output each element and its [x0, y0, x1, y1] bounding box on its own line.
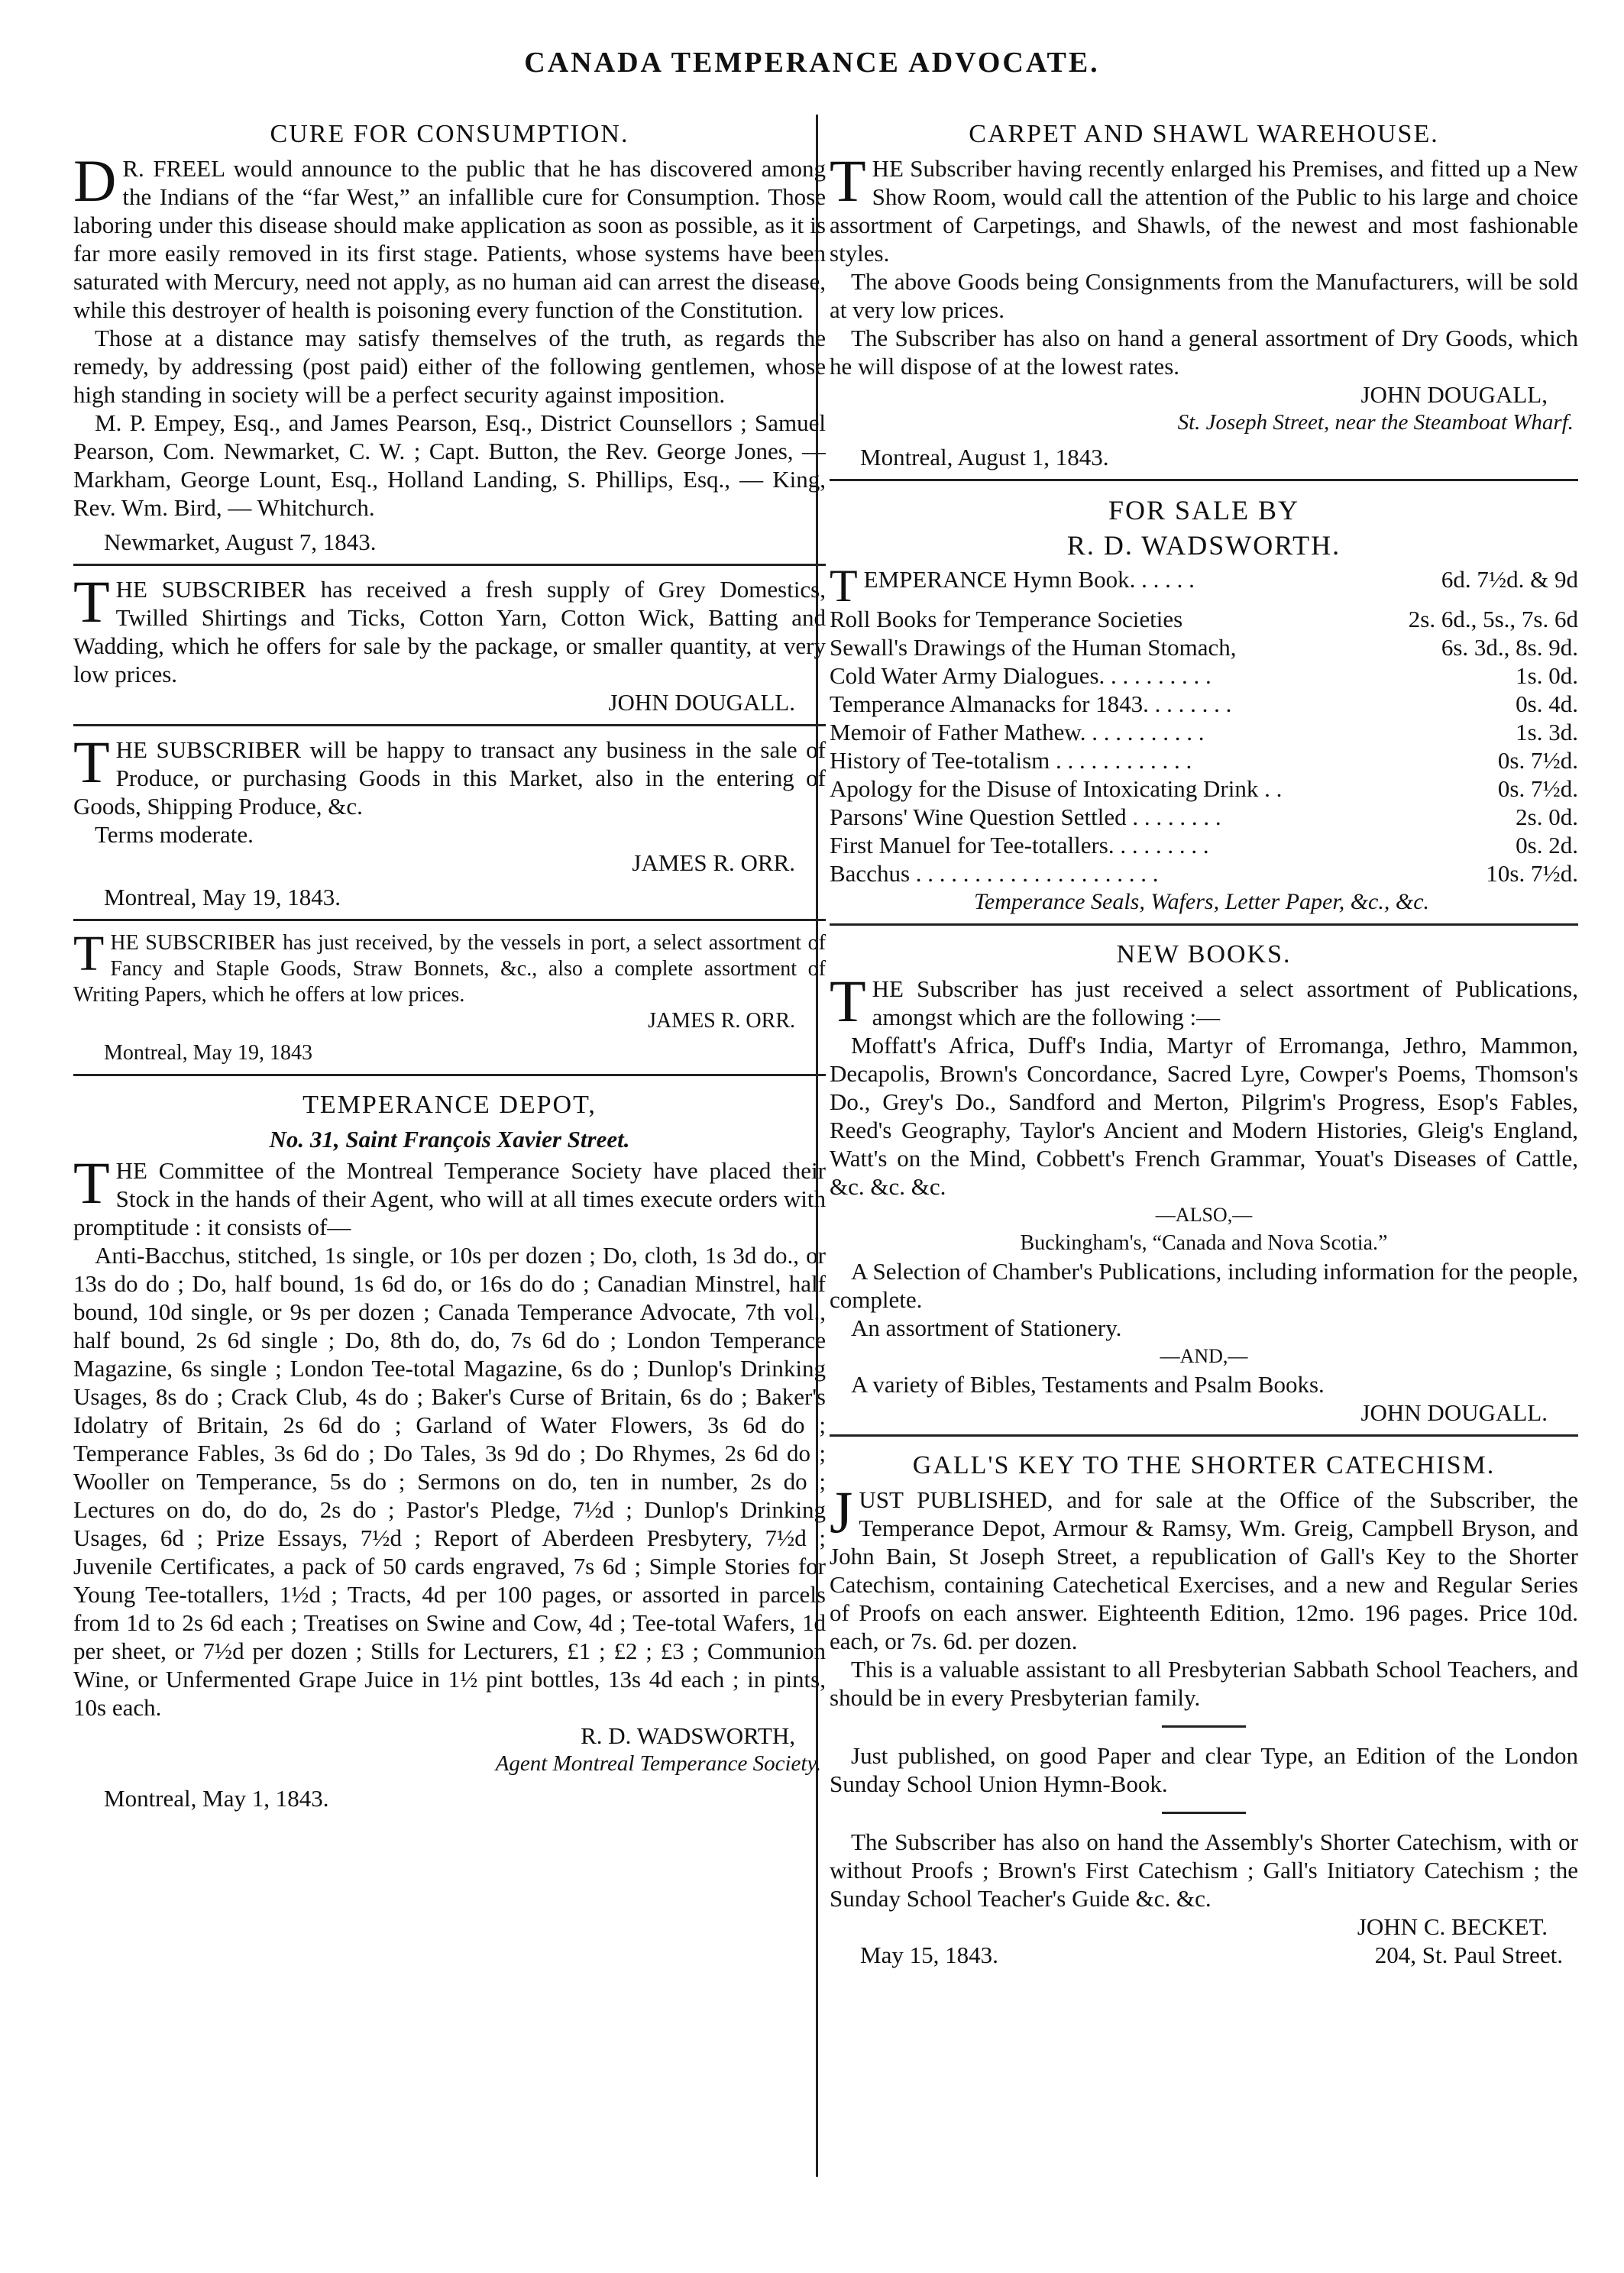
drop-cap: T	[830, 565, 858, 605]
books-signature: JOHN DOUGALL.	[1360, 1399, 1548, 1426]
drop-cap: T	[73, 736, 110, 795]
produce-advert	[73, 736, 826, 911]
books-buckingham: Buckingham's, “Canada and Nova Scotia.”	[1020, 1231, 1388, 1255]
drop-cap: D	[73, 147, 117, 214]
sale-heading-name: R. D. WADSWORTH.	[1066, 530, 1341, 561]
drop-cap: T	[73, 930, 105, 981]
temperance-depot-advert	[73, 1085, 826, 1812]
domestics-text: HE SUBSCRIBER has received a fresh supply of Grey Domestics, Twilled Shirtings and Ticks, Cotton Yarn, Cotton Wick, Batting and Wadding, which he offers for sale by the package, or smaller quantity, at very low prices.	[73, 576, 826, 687]
consumption-heading: CURE FOR CONSUMPTION.	[270, 120, 629, 148]
books-and: —AND,—	[1160, 1345, 1248, 1367]
price-row	[830, 859, 1578, 888]
price-item: First Manuel for Tee-totallers. . . . . . . . .	[830, 832, 1209, 858]
price-item: Apology for the Disuse of Intoxicating Drink . .	[830, 775, 1283, 802]
price-item: Sewall's Drawings of the Human Stomach,	[830, 634, 1237, 661]
fancy-goods-signature: JAMES R. ORR.	[648, 1009, 795, 1033]
carpet-heading: CARPET AND SHAWL WAREHOUSE.	[969, 120, 1439, 148]
produce-terms: Terms moderate.	[95, 821, 254, 848]
price-value: 2s. 6d., 5s., 7s. 6d	[1408, 606, 1578, 632]
drop-cap: J	[830, 1479, 853, 1545]
books-also: —ALSO,—	[1155, 1204, 1253, 1226]
short-divider	[1162, 1812, 1246, 1814]
galls-address: 204, St. Paul Street.	[1374, 1942, 1563, 1968]
price-row	[830, 831, 1578, 859]
price-row	[830, 661, 1578, 690]
depot-dateline: Montreal, May 1, 1843.	[104, 1785, 329, 1812]
section-divider	[830, 923, 1578, 926]
drop-cap: T	[73, 575, 110, 635]
galls-dateline: May 15, 1843.	[860, 1942, 998, 1968]
drop-cap: T	[830, 147, 866, 214]
consumption-references: M. P. Empey, Esq., and James Pearson, Esq., District Counsellors ; Samuel Pearson, Com. Newmarket, C. W. ; Capt. Button, the Rev. George Jones, — Markham, George Lount, Esq., Holland Landing, S. Phillips, Esq., — King, Rev. Wm. Bird, — Whitchurch.	[73, 409, 826, 521]
galls-key-advert	[830, 1446, 1578, 1969]
galls-footer	[830, 1941, 1578, 1969]
price-row	[830, 774, 1578, 803]
left-column	[73, 115, 826, 1812]
section-divider	[73, 724, 826, 726]
galls-heading: GALL'S KEY TO THE SHORTER CATECHISM.	[912, 1451, 1496, 1479]
depot-signature: R. D. WADSWORTH,	[581, 1722, 795, 1749]
books-bibles: A variety of Bibles, Testaments and Psalm Books.	[851, 1371, 1325, 1398]
depot-intro: HE Committee of the Montreal Temperance Society have placed their Stock in the hands of their Agent, who will at all times execute orders with promptitude : it consists of—	[73, 1157, 826, 1240]
price-value: 0s. 2d.	[1516, 832, 1578, 858]
price-value: 0s. 7½d.	[1497, 775, 1578, 802]
galls-signature: JOHN C. BECKET.	[1357, 1913, 1548, 1940]
price-value: 1s. 0d.	[1516, 662, 1578, 689]
consumption-text: R. FREEL would announce to the public that he has discovered among the Indians of the “far West,” an infallible cure for Consumption. Those laboring under this disease should make application as soon as possible, as it is far more easily removed in its first stage. Patients, whose systems have been saturated with Mercury, need not apply, as no human aid can arrest the disease, while this destroyer of health is poisoning every function of the Constitution.	[73, 155, 826, 323]
domestics-advert	[73, 575, 826, 716]
price-row	[830, 718, 1578, 746]
consumption-dateline: Newmarket, August 7, 1843.	[104, 529, 377, 555]
section-divider	[73, 564, 826, 566]
right-column	[830, 115, 1578, 1969]
for-sale-advert	[830, 490, 1578, 916]
section-divider	[73, 919, 826, 921]
produce-dateline: Montreal, May 19, 1843.	[104, 884, 341, 910]
price-item: Roll Books for Temperance Societies	[830, 606, 1183, 632]
depot-heading: TEMPERANCE DEPOT,	[302, 1091, 597, 1119]
price-value: 2s. 0d.	[1516, 803, 1578, 830]
price-value: 10s. 7½d.	[1486, 860, 1578, 887]
short-divider	[1162, 1725, 1246, 1728]
price-value: 6s. 3d., 8s. 9d.	[1441, 634, 1578, 661]
carpet-text: HE Subscriber having recently enlarged his Premises, and fitted up a New Show Room, would call the attention of the Public to his large and choice assortment of Carpetings, and Shawls, of the newest and most fashionable styles.	[830, 155, 1578, 267]
price-value: 6d. 7½d. & 9d	[1441, 566, 1578, 593]
section-divider	[73, 1074, 826, 1076]
books-stationery: An assortment of Stationery.	[851, 1314, 1122, 1341]
page-title: CANADA TEMPERANCE ADVOCATE.	[524, 47, 1100, 79]
depot-signature-title: Agent Montreal Temperance Society.	[495, 1751, 821, 1776]
sale-heading: FOR SALE BY	[1108, 495, 1300, 525]
price-row	[830, 565, 1578, 605]
price-item: Temperance Almanacks for 1843. . . . . . . .	[830, 690, 1232, 717]
price-value: 0s. 4d.	[1516, 690, 1578, 717]
price-row	[830, 690, 1578, 718]
price-item: History of Tee-totalism . . . . . . . . . . . .	[830, 747, 1192, 774]
price-item: Cold Water Army Dialogues. . . . . . . . . .	[830, 662, 1212, 689]
books-heading: NEW BOOKS.	[1116, 940, 1292, 968]
section-divider	[830, 479, 1578, 481]
galls-text-3: Just published, on good Paper and clear Type, an Edition of the London Sunday School Union Hymn-Book.	[830, 1742, 1578, 1797]
consumption-text-2: Those at a distance may satisfy themselves of the truth, as regards the remedy, by addressing (post paid) either of the following gentlemen, whose high standing in society will be a perfect security against imposition.	[73, 325, 826, 408]
books-chambers: A Selection of Chamber's Publications, including information for the people, complete.	[830, 1258, 1578, 1313]
fancy-goods-advert	[73, 930, 826, 1066]
depot-stock-list: Anti-Bacchus, stitched, 1s single, or 10s per dozen ; Do, cloth, 1s 3d do., or 13s do do ; Do, half bound, 1s 6d do, or 16s do do ; Canadian Minstrel, half bound, 10d single, or 9s per dozen ; Canada Temperance Advocate, 7th vol., half bound, 2s 6d single ; Do, 8th do, do, 7s 6d do ; London Temperance Magazine, 6s single ; London Tee-total Magazine, 6s do ; Dunlop's Drinking Usages, 8s do ; Crack Club, 4s do ; Baker's Curse of Britain, 6s do ; Baker's Idolatry of Britain, 2s 6d do ; Garland of Water Flowers, 3s 6d do ; Temperance Fables, 3s 6d do ; Do Tales, 3s 9d do ; Do Rhymes, 2s 6d do ; Wooller on Temperance, 5s do ; Sermons on do, ten in number, 2s do ; Lectures on do, do do, 2s do ; Pastor's Pledge, 7½d ; Dunlop's Drinking Usages, 6d ; Prize Essays, 7½d ; Report of Aberdeen Presbytery, 7½d ; Juvenile Certificates, a pack of 50 cards engraved, 7s 6d ; Simple Stories for Young Tee-totallers, 1½d ; Tracts, 4d per 100 pages, or assorted in parcels from 1d to 2s 6d each ; Treatises on Swine and Cow, 4d ; Tee-total Wafers, 1d per sheet, or 7½d per dozen ; Stills for Lecturers, £1 ; £2 ; £3 ; Communion Wine, or Unfermented Grape Juice in 1½ pint bottles, 13s 4d each ; in pints, 10s each.	[73, 1242, 826, 1721]
carpet-text-3: The Subscriber has also on hand a general assortment of Dry Goods, which he will dispose of at the lowest rates.	[830, 325, 1578, 380]
price-row	[830, 803, 1578, 831]
price-row	[830, 746, 1578, 774]
galls-text-4: The Subscriber has also on hand the Assembly's Shorter Catechism, with or without Proofs ; Brown's First Catechism ; Gall's Initiatory Catechism ; the Sunday School Teacher's Guide &c. &c.	[830, 1828, 1578, 1912]
price-row	[830, 605, 1578, 633]
drop-cap: T	[830, 968, 866, 1034]
depot-address: No. 31, Saint François Xavier Street.	[269, 1126, 630, 1153]
carpet-address: St. Joseph Street, near the Steamboat Wharf.	[1177, 410, 1574, 435]
books-intro: HE Subscriber has just received a select assortment of Publications, amongst which are the following :—	[872, 975, 1578, 1030]
price-item: Memoir of Father Mathew. . . . . . . . . . .	[830, 719, 1205, 745]
fancy-goods-text: HE SUBSCRIBER has just received, by the vessels in port, a select assortment of Fancy and Staple Goods, Straw Bonnets, &c., also a complete assortment of Writing Papers, which he offers at low prices.	[73, 931, 826, 1007]
carpet-signature: JOHN DOUGALL,	[1360, 381, 1548, 408]
price-row	[830, 633, 1578, 661]
price-item: Bacchus . . . . . . . . . . . . . . . . . . . . .	[830, 860, 1159, 887]
price-value: 1s. 3d.	[1516, 719, 1578, 745]
carpet-advert	[830, 115, 1578, 471]
books-list: Moffatt's Africa, Duff's India, Martyr of Erromanga, Jethro, Mammon, Decapolis, Brown's Concordance, Sacred Lyre, Cowper's Poems, Thomson's Do., Grey's Do., Sandford and Merton, Pilgrim's Progress, Esop's Fables, Reed's Geography, Taylor's Ancient and Modern Histories, Gleig's England, Watt's on the Mind, Cobbett's French Grammar, Youat's Diseases of Cattle, &c. &c. &c.	[830, 1032, 1578, 1200]
carpet-dateline: Montreal, August 1, 1843.	[860, 444, 1109, 470]
produce-text: HE SUBSCRIBER will be happy to transact any business in the sale of Produce, or purchasing Goods in this Market, also in the entering of Goods, Shipping Produce, &c.	[73, 736, 826, 820]
price-item: EMPERANCE Hymn Book. . . . . .	[863, 566, 1195, 593]
price-item: Parsons' Wine Question Settled . . . . . . . .	[830, 803, 1221, 830]
fancy-goods-dateline: Montreal, May 19, 1843	[104, 1041, 312, 1065]
drop-cap: T	[73, 1149, 110, 1216]
domestics-signature: JOHN DOUGALL.	[608, 689, 795, 716]
produce-signature: JAMES R. ORR.	[632, 849, 795, 876]
galls-text: UST PUBLISHED, and for sale at the Office of the Subscriber, the Temperance Depot, Armour & Ramsy, Wm. Greig, Campbell Bryson, and John Bain, St Joseph Street, a republication of Gall's Key to the Shorter Catechism, containing Catechetical Exercises, and a new and Regular Series of Proofs on each answer. Eighteenth Edition, 12mo. 196 pages. Price 10d. each, or 7s. 6d. per dozen.	[830, 1486, 1578, 1654]
price-value: 0s. 7½d.	[1497, 747, 1578, 774]
new-books-advert	[830, 935, 1578, 1427]
consumption-advert	[73, 115, 826, 556]
section-divider	[830, 1434, 1578, 1437]
galls-text-2: This is a valuable assistant to all Presbyterian Sabbath School Teachers, and should be in every Presbyterian family.	[830, 1656, 1578, 1711]
carpet-text-2: The above Goods being Consignments from the Manufacturers, will be sold at very low prices.	[830, 268, 1578, 323]
sale-footer: Temperance Seals, Wafers, Letter Paper, &c., &c.	[973, 889, 1430, 914]
price-list	[830, 565, 1578, 888]
